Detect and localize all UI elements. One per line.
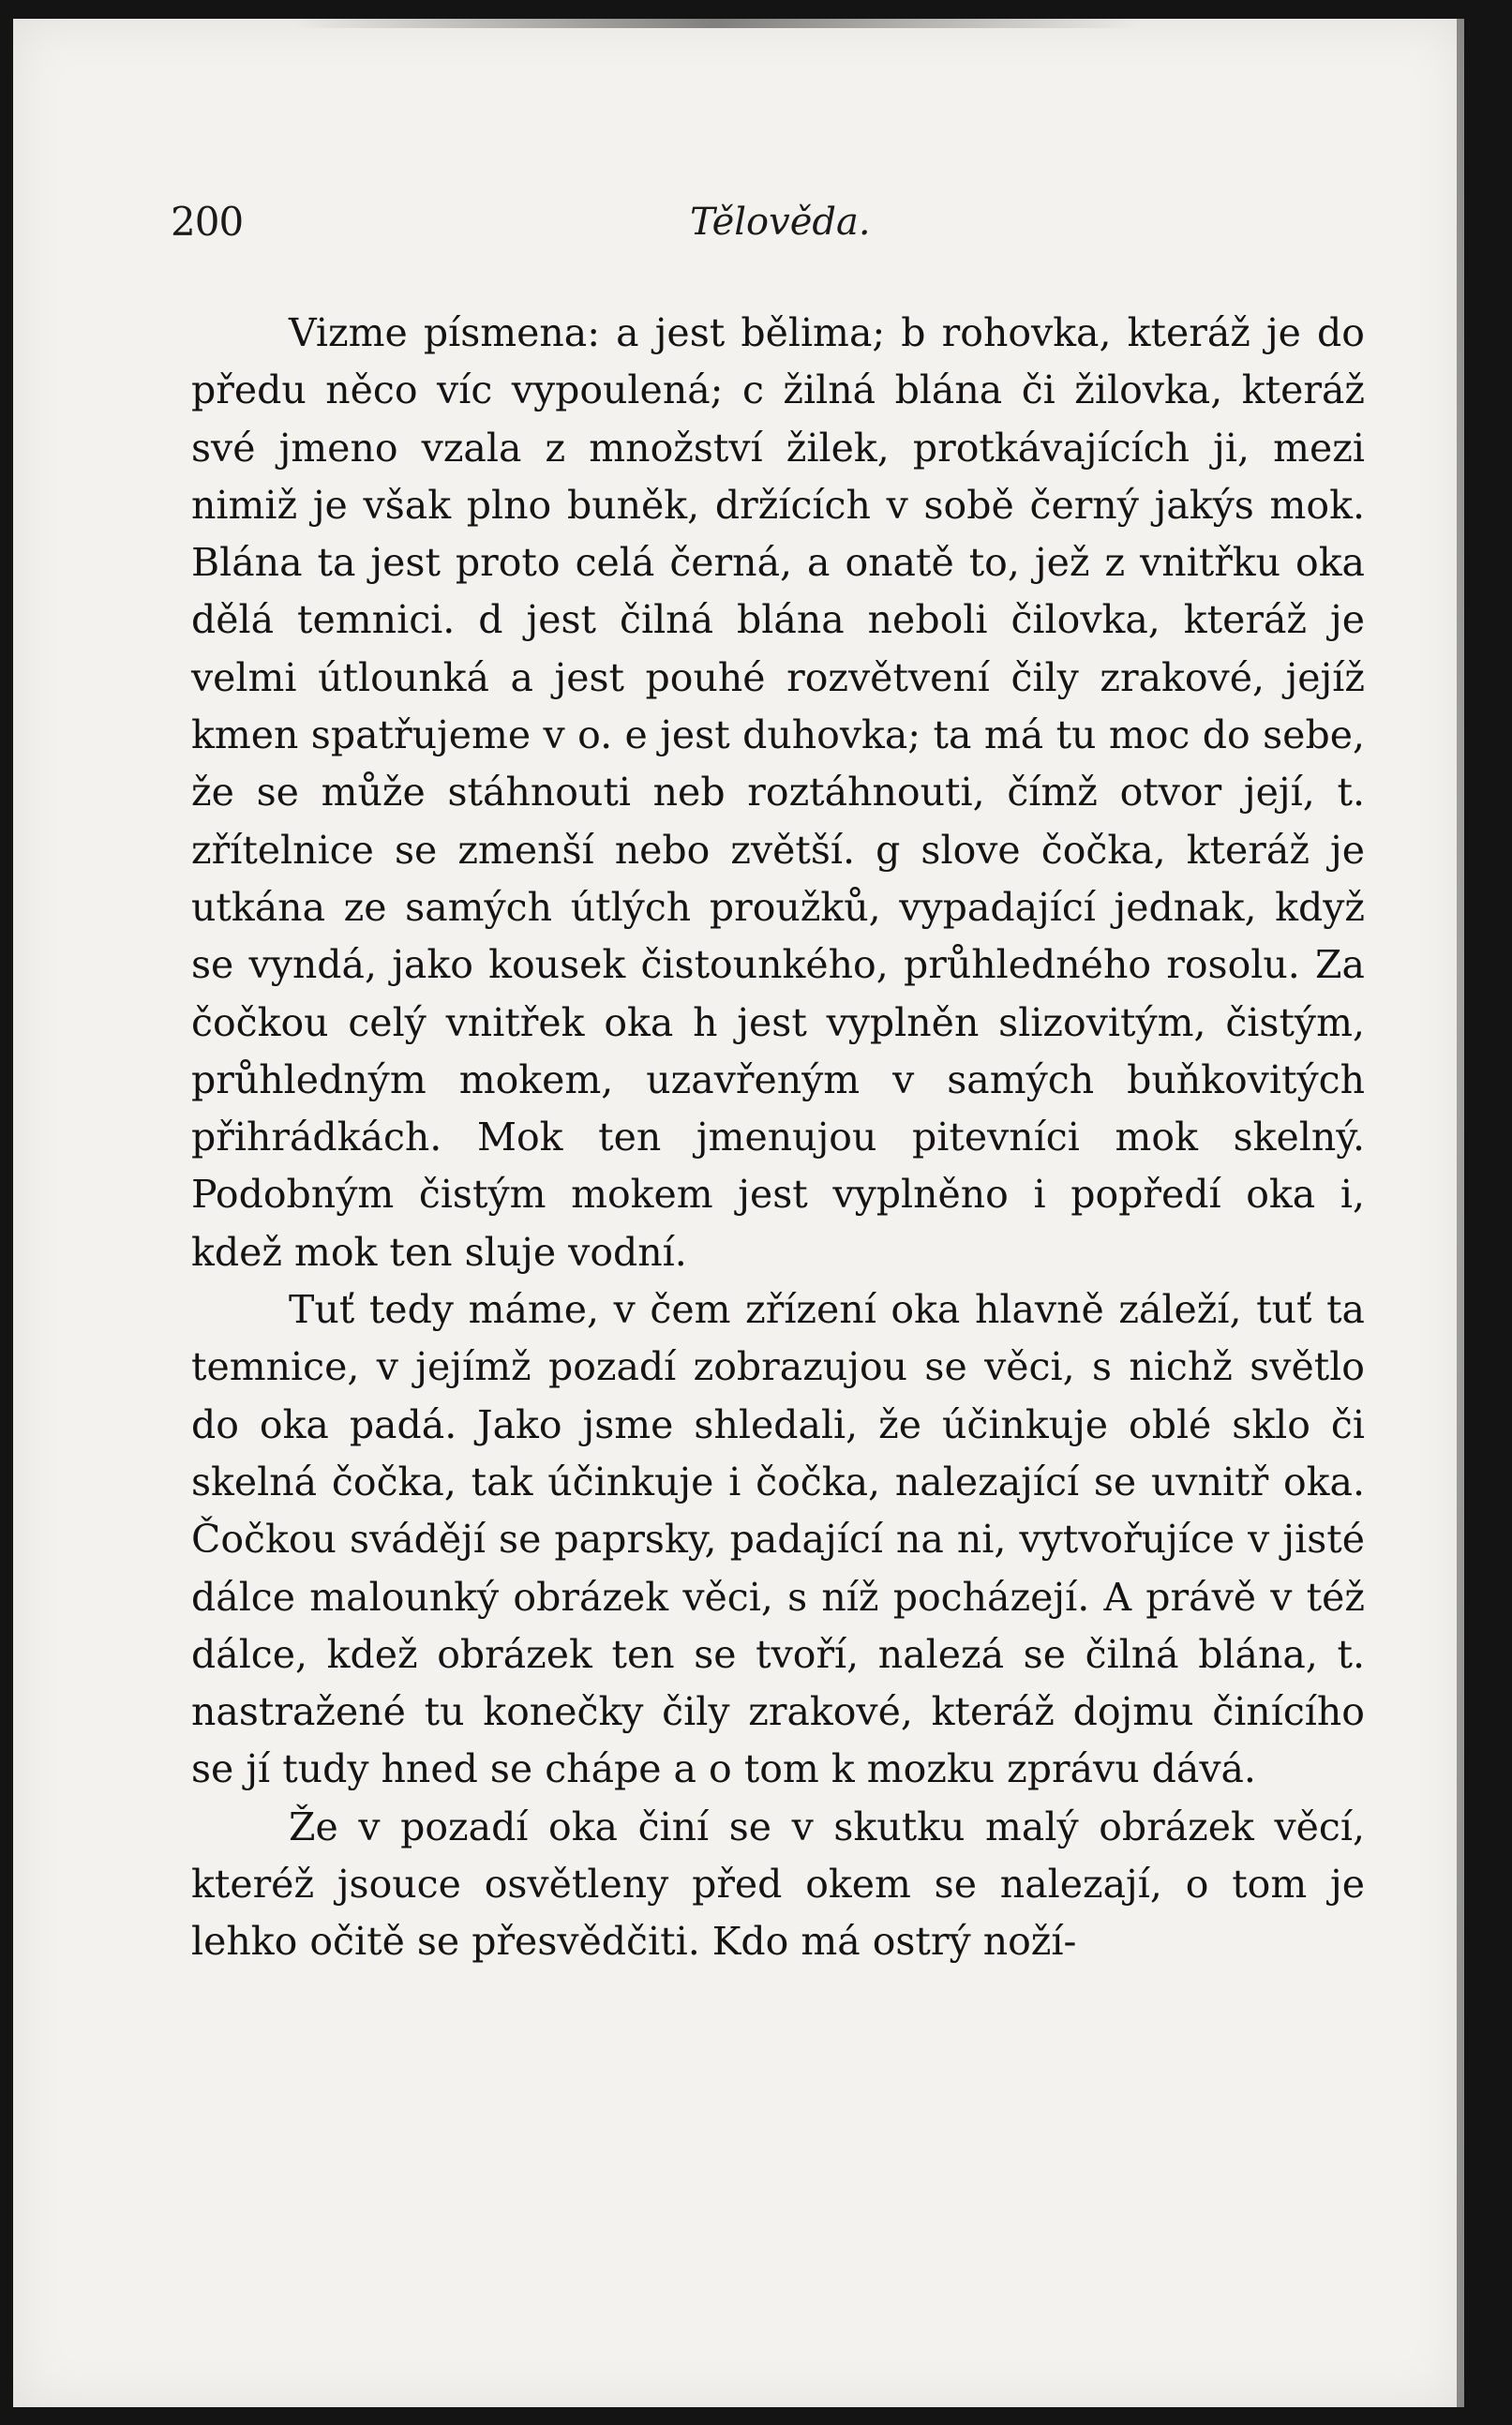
paragraph-3: Že v pozadí oka činí se v skutku malý obrázek věcí, kteréž jsouce osvětleny před okem se nalezají, o tom je lehko očitě se přesvědčiti. Kdo má ostrý noží- [191,1804,1365,1965]
body-text [191,305,1365,1971]
scan-shadow-top [294,19,1138,28]
book-page [13,19,1464,2407]
scan-shadow-right [1457,19,1464,2407]
running-title: Tělověda. [690,201,871,244]
paragraph-2: Tuť tedy máme, v čem zřízení oka hlavně záleží, tuť ta temnice, v jejímž pozadí zobrazujou se věci, s nichž světlo do oka padá. Jako jsme shledali, že účinkuje oblé sklo či skelná čočka, tak účinkuje i čočka, nalezající se uvnitř oka. Čočkou svádějí se paprsky, padající na ni, vytvořujíce v jisté dálce malounký obrázek věci, s níž pocházejí. A právě v též dálce, kdež obrázek ten se tvoří, nalezá se čilná blána, t. nastražené tu konečky čily zrakové, kteráž dojmu činícího se jí tudy hned se chápe a o tom k mozku zprávu dává. [191,1287,1365,1792]
page-header [171,199,1372,264]
page-number: 200 [171,199,244,245]
paragraph-1: Vizme písmena: a jest bělima; b rohovka, kteráž je do předu něco víc vypoulená; c žilná blána či žilovka, kteráž své jmeno vzala z množství žilek, protkávajících ji, mezi nimiž je však plno buněk, držících v sobě černý jakýs mok. Blána ta jest proto celá černá, a onatě to, jež z vnitřku oka dělá temnici. d jest čilná blána neboli čilovka, kteráž je velmi útlounká a jest pouhé rozvětvení čily zrakové, jejíž kmen spatřujeme v o. e jest duhovka; ta má tu moc do sebe, že se může stáhnouti neb roztáhnouti, čímž otvor její, t. zřítelnice se zmenší nebo zvětší. g slove čočka, kteráž je utkána ze samých útlých proužků, vypadající jednak, když se vyndá, jako kousek čistounkého, průhledného rosolu. Za čočkou celý vnitřek oka h jest vyplněn slizovitým, čistým, průhledným mokem, uzavřeným v samých buňkovitých přihrádkách. Mok ten jmenujou pitevníci mok skelný. Podobným čistým mokem jest vyplněno i popředí oka i, kdež mok ten sluje vodní. [191,310,1365,1275]
